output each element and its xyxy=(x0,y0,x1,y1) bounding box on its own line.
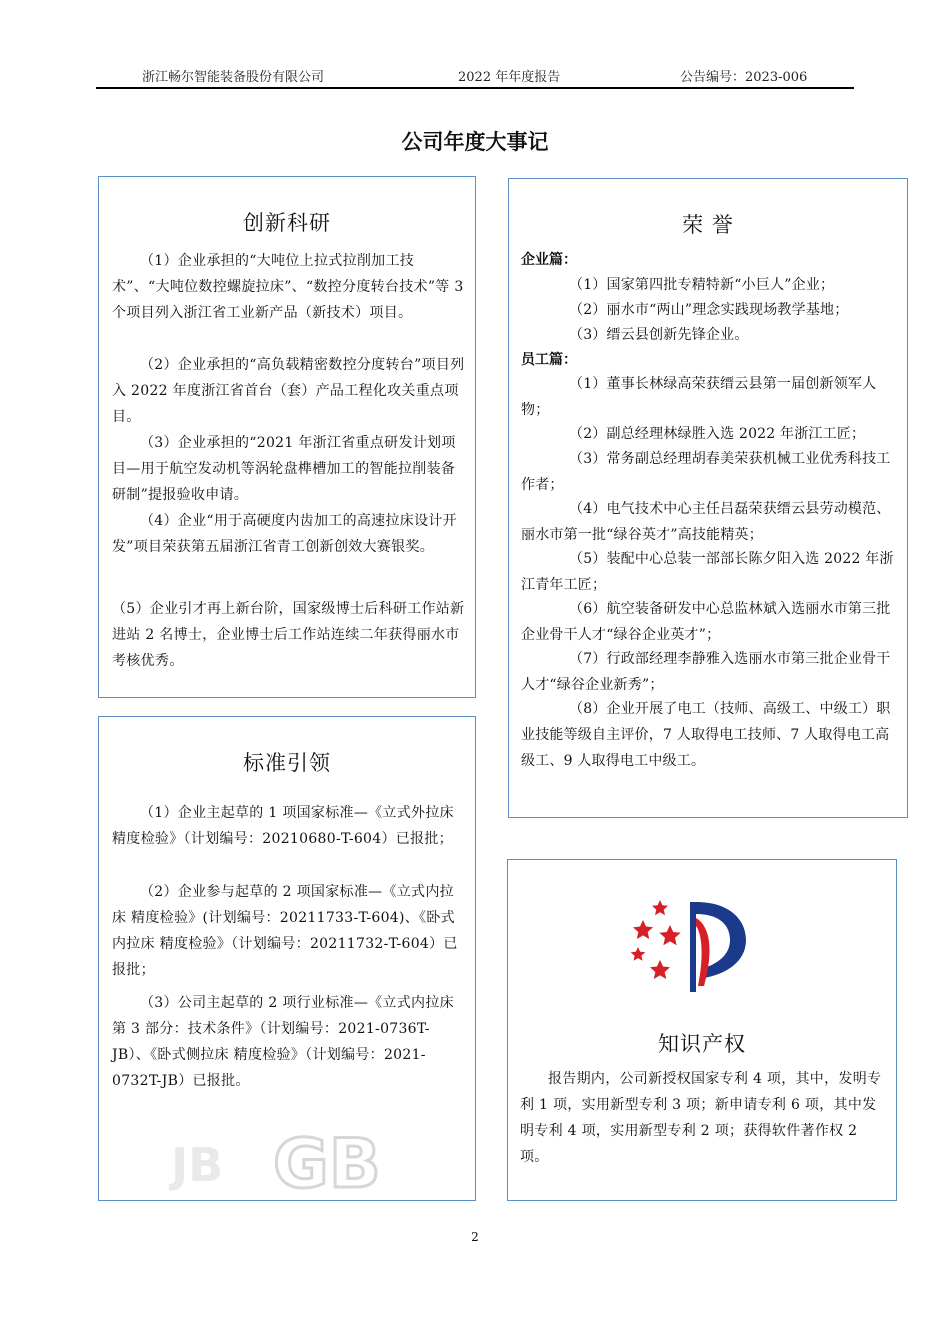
innovation-item-3: （3）企业承担的“2021 年浙江省重点研发计划项目—用于航空发动机等涡轮盘榫槽加工的智能拉削装备研制”提报验收申请。 xyxy=(112,435,456,503)
honor-enterprise-item: （2）丽水市“两山”理念实践现场教学基地； xyxy=(569,302,849,318)
star-icon xyxy=(652,900,668,915)
honor-staff-item: （2）副总经理林绿胜入选 2022 年浙江工匠； xyxy=(569,426,866,442)
star-icon xyxy=(631,947,646,961)
standards-item-2: （2）企业参与起草的 2 项国家标准—《立式内拉床 精度检验》(计划编号：20211733-T-604)、《卧式内拉床 精度检验》（计划编号：20211732-T-604）已报批； xyxy=(112,884,458,978)
star-icon xyxy=(633,920,653,939)
p-mark-icon xyxy=(690,902,696,992)
honor-box xyxy=(508,178,908,818)
standards-title: 标准引领 xyxy=(243,751,331,775)
honor-staff-item: （3）常务副总经理胡春美荣获机械工业优秀科技工作者； xyxy=(521,451,891,493)
honor-staff-item: （4）电气技术中心主任吕磊荣获缙云县劳动模范、丽水市第一批“绿谷英才”高技能精英； xyxy=(521,501,891,543)
header-rule xyxy=(96,87,854,89)
honor-title: 荣 誉 xyxy=(682,213,734,237)
ip-text: 报告期内，公司新授权国家专利 4 项，其中，发明专利 1 项，实用新型专利 3 项；新申请专利 6 项，其中发明专利 4 项，实用新型专利 2 项；获得软件著作权 2 项。 xyxy=(520,1071,882,1165)
honor-staff-label: 员工篇： xyxy=(521,352,577,368)
honor-enterprise-label: 企业篇： xyxy=(521,252,577,268)
page-number: 2 xyxy=(471,1230,479,1244)
header-report: 2022 年年度报告 xyxy=(458,70,561,85)
innovation-box xyxy=(98,176,476,698)
svg-text:GB: GB xyxy=(273,1125,381,1195)
ip-title: 知识产权 xyxy=(658,1032,746,1056)
honor-staff-item: （1）董事长林绿高荣获缙云县第一届创新领军人物； xyxy=(521,376,877,418)
page-title: 公司年度大事记 xyxy=(401,130,549,154)
honor-staff-item: （6）航空装备研发中心总监林斌入选丽水市第三批企业骨干人才“绿谷企业英才”； xyxy=(521,601,891,643)
innovation-item-4: （4）企业“用于高硬度内齿加工的高速拉床设计开发”项目荣获第五届浙江省青工创新创效大赛银奖。 xyxy=(112,513,457,555)
header-code: 公告编号：2023-006 xyxy=(680,70,808,85)
standards-box xyxy=(98,716,476,1201)
header-company: 浙江畅尔智能装备股份有限公司 xyxy=(142,70,325,85)
star-icon xyxy=(659,925,680,945)
honor-staff-item: （8）企业开展了电工（技师、高级工、中级工）职业技能等级自主评价，7 人取得电工技师、7 人取得电工高级工、9 人取得电工中级工。 xyxy=(521,701,891,769)
innovation-item-5: （5）企业引才再上新台阶，国家级博士后科研工作站新进站 2 名博士，企业博士后工作站连续二年获得丽水市考核优秀。 xyxy=(112,601,465,669)
honor-enterprise-item: （3）缙云县创新先锋企业。 xyxy=(569,327,749,343)
innovation-title: 创新科研 xyxy=(243,211,331,235)
ip-box xyxy=(507,859,897,1201)
innovation-item-2: （2）企业承担的“高负载精密数控分度转台”项目列入 2022 年度浙江省首台（套）产品工程化攻关重点项目。 xyxy=(112,357,465,425)
patent-logo xyxy=(630,900,750,996)
star-icon xyxy=(650,960,670,979)
standards-item-1: （1）企业主起草的 1 项国家标准—《立式外拉床 精度检验》（计划编号：20210680-T-604）已报批； xyxy=(112,805,454,847)
standards-item-3: （3）公司主起草的 2 项行业标准—《立式内拉床 第 3 部分：技术条件》（计划编号：2021-0736T-JB）、《卧式侧拉床 精度检验》（计划编号：2021-0732T-JB）已报批。 xyxy=(112,995,454,1089)
honor-enterprise-item: （1）国家第四批专精特新“小巨人”企业； xyxy=(569,277,835,293)
innovation-item-1: （1）企业承担的“大吨位上拉式拉削加工技术”、“大吨位数控螺旋拉床”、“数控分度转台技术”等 3 个项目列入浙江省工业新产品（新技术）项目。 xyxy=(112,253,464,321)
svg-text:JB: JB xyxy=(171,1138,224,1192)
honor-staff-item: （7）行政部经理李静雅入选丽水市第三批企业骨干人才“绿谷企业新秀”； xyxy=(521,651,891,693)
jbgb-logo-watermark xyxy=(169,1123,419,1195)
honor-staff-item: （5）装配中心总装一部部长陈夕阳入选 2022 年浙江青年工匠； xyxy=(521,551,894,593)
